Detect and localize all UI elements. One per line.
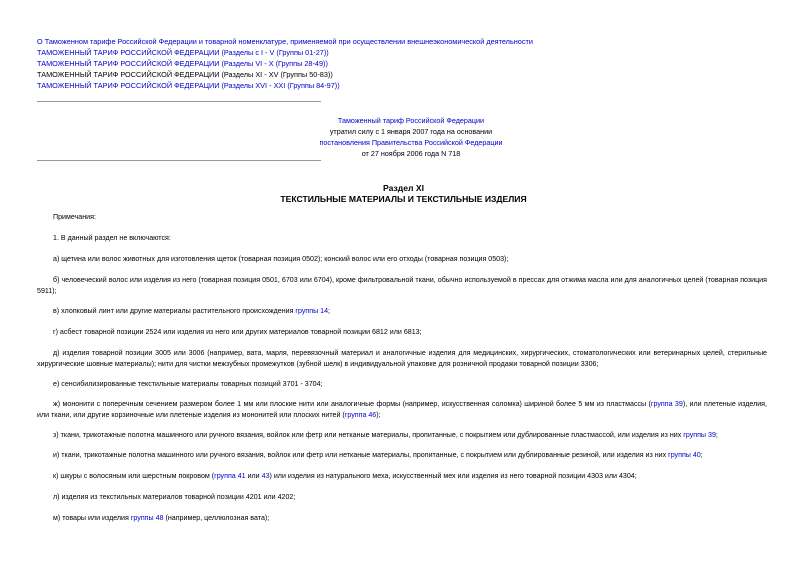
notice-line-resolution[interactable]: постановления Правительства Российской Федерации [319,138,503,147]
section-number: Раздел XI [383,183,424,193]
note-text: ); [376,411,381,419]
notice-line-repealed: утратил силу с 1 января 2007 года на основании [329,127,493,136]
note-text: ; [715,431,718,439]
link-tariff-sections-1-5[interactable]: ТАМОЖЕННЫЙ ТАРИФ РОССИЙСКОЙ ФЕДЕРАЦИИ (Разделы с I - V (Группы 01-27)) [37,48,329,57]
note-1: 1. В данный раздел не включаются: [53,234,171,242]
link-group-46[interactable]: группа 46 [344,411,377,419]
notice-line-tariff[interactable]: Таможенный тариф Российской Федерации [337,116,485,125]
note-text: м) товары или изделия [53,514,131,522]
note-text: или [245,472,262,480]
note-item-e: е) сенсибилизированные текстильные материалы товарных позиций 3701 - 3704; [53,380,323,388]
link-tariff-sections-6-10[interactable]: ТАМОЖЕННЫЙ ТАРИФ РОССИЙСКОЙ ФЕДЕРАЦИИ (Разделы VI - X (Группы 28-49)) [37,59,328,68]
link-group-43[interactable]: 43 [261,472,270,480]
note-item-v [37,306,767,317]
note-item-a: а) щетина или волос животных для изготовления щеток (товарная позиция 0502); конский волос или его отходы (товарная позиция 0503); [53,255,509,263]
note-item-m [37,513,767,524]
repeal-notice [300,115,522,159]
note-text: (например, целлюлозная вата); [163,514,270,522]
note-text: ; [700,451,703,459]
note-item-zh [37,399,767,421]
note-text: ж) мононити с поперечным сечением размером более 1 мм или плоские нити или аналогичные формы (например, искусственная соломка) шириной более 5 мм из пластмассы ( [53,400,651,408]
note-text: з) ткани, трикотажные полотна машинного или ручного вязания, войлок или фетр или нетканые материалы, пропитанные, с покрытием или дублированные пластмассой, или изделия из них [53,431,684,439]
note-item-d: д) изделия товарной позиции 3005 или 3006 (например, вата, марля, перевязочный материал и аналогичные изделия для медицинских, хирургических, стоматологических или ветеринарных целей, стерильные хирургические шовные материалы); нити для чистки межзубных промежутков (зубной шелк) в индивидуальной упаковке для розничной продажи товарной позиции 3306; [37,349,767,368]
note-item-b: б) человеческий волос или изделия из него (товарная позиция 0501, 6703 или 6704), кроме фильтровальной ткани, обычно используемой в прессах для отжима масла или для аналогичных целей (товарная позиция 5911); [37,276,767,295]
note-text: ) или изделия из натурального меха, искусственный мех или изделия из него товарной позиции 4303 или 4304; [269,472,637,480]
separator-line [37,160,321,161]
link-group-39[interactable]: группа 39 [650,400,683,408]
note-item-i [37,450,767,461]
note-text: в) хлопковый линт или другие материалы растительного происхождения [53,307,296,315]
link-tariff-sections-16-21[interactable]: ТАМОЖЕННЫЙ ТАРИФ РОССИЙСКОЙ ФЕДЕРАЦИИ (Разделы XVI - XXI (Группы 84-97)) [37,81,340,90]
link-customs-tariff-law[interactable]: О Таможенном тарифе Российской Федерации и товарной номенклатуре, применяемой при осуществлении внешнеэкономической деятельности [37,37,533,46]
note-item-g: г) асбест товарной позиции 2524 или изделия из него или других материалов товарной позиции 6812 или 6813; [53,328,422,336]
notes-heading: Примечания: [53,213,96,221]
note-item-z [37,430,767,441]
notice-line-date: от 27 ноября 2006 года N 718 [361,149,461,158]
link-group-48[interactable]: группы 48 [130,514,164,522]
section-title: ТЕКСТИЛЬНЫЕ МАТЕРИАЛЫ И ТЕКСТИЛЬНЫЕ ИЗДЕЛИЯ [280,194,527,204]
link-group-39[interactable]: группы 39 [683,431,716,439]
link-group-41[interactable]: группа 41 [214,472,246,480]
note-item-l: л) изделия из текстильных материалов товарной позиции 4201 или 4202; [53,493,296,501]
note-text: к) шкуры с волосяным или шерстным покровом ( [53,472,215,480]
link-group-40[interactable]: группы 40 [668,451,701,459]
note-item-k [37,471,767,482]
note-text: ), или плетеные изделия, или ткани, или другие корзиночные или плетеные изделия из мононитей или плоских нитей ( [37,400,767,419]
current-tariff-sections-11-15: ТАМОЖЕННЫЙ ТАРИФ РОССИЙСКОЙ ФЕДЕРАЦИИ (Разделы XI - XV (Группы 50-83)) [37,70,333,79]
link-group-14[interactable]: группы 14 [295,307,329,315]
note-text: ; [328,307,331,315]
note-text: и) ткани, трикотажные полотна машинного или ручного вязания, войлок или фетр или нетканые материалы, пропитанные, с покрытием или дублированные резиной, или изделия из них [53,451,669,459]
related-documents-links [37,36,533,91]
separator-line [37,101,321,102]
